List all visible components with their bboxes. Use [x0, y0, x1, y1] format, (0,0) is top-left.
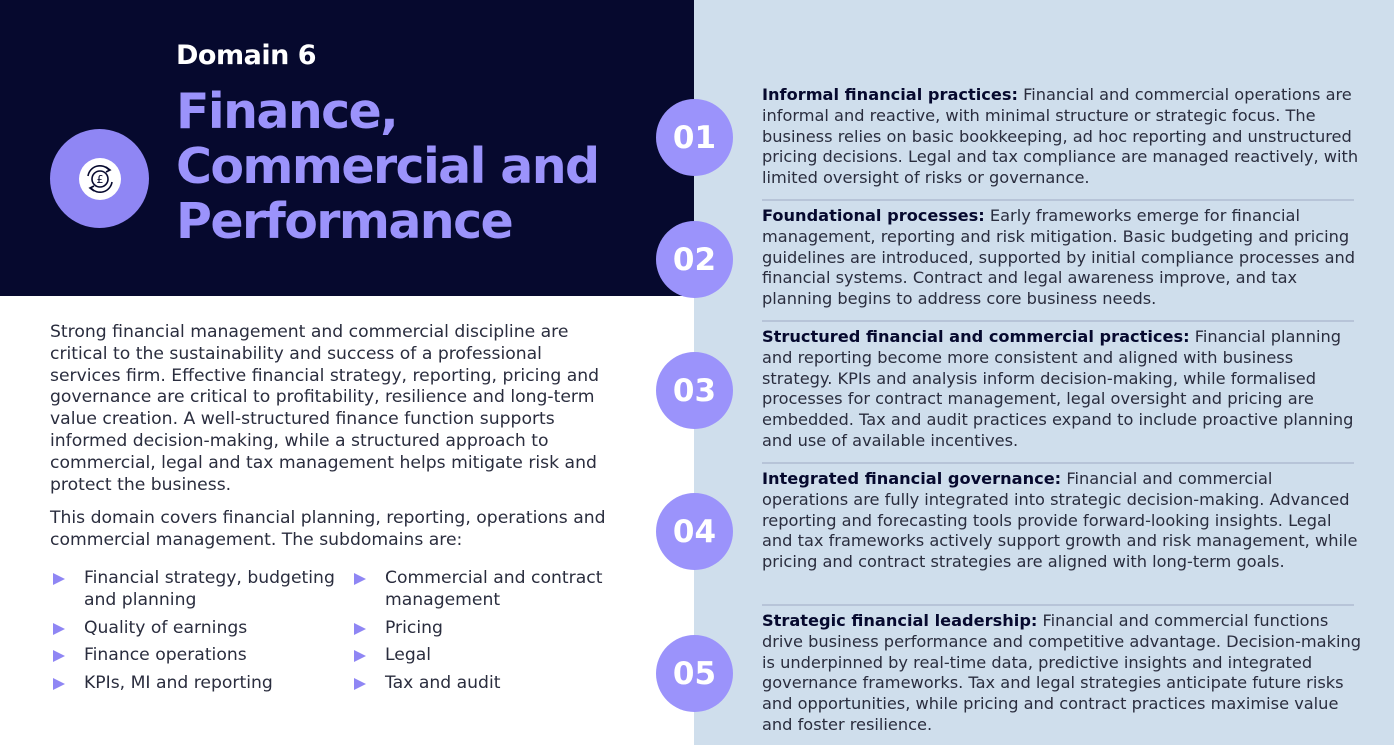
list-item: [351, 673, 641, 695]
level-heading: Structured financial and commercial practices:: [762, 327, 1190, 346]
triangle-bullet-icon: [53, 573, 65, 585]
triangle-bullet-icon: [354, 623, 366, 635]
subdomain-column: [351, 568, 641, 701]
subdomain-label: Tax and audit: [385, 673, 501, 694]
subdomain-label: Pricing: [385, 617, 443, 638]
level-text: Early frameworks emerge for financial management, reporting and risk mitigation. Basic budgeting and pricing guidelines are introduced, supported by initial compliance processes and financial systems. Contract and legal awareness improve, and tax planning begins to address core business needs.: [762, 206, 1356, 309]
triangle-bullet-icon: [354, 573, 366, 585]
level-heading: Informal financial practices:: [762, 85, 1018, 104]
level-heading: Foundational processes:: [762, 206, 985, 225]
level-number-badge: 03: [656, 352, 733, 429]
list-item: [351, 618, 641, 640]
subdomain-label: Finance operations: [84, 645, 247, 666]
level-number-badge: 04: [656, 493, 733, 570]
subdomain-label: Financial strategy, budgeting and planning: [84, 568, 335, 610]
list-item: [351, 568, 641, 612]
domain-title: Finance, Commercial and Performance: [176, 83, 599, 250]
list-item: [351, 645, 641, 667]
level-heading: Integrated financial governance:: [762, 469, 1062, 488]
triangle-bullet-icon: [53, 650, 65, 662]
divider: [762, 320, 1354, 322]
subdomain-label: Legal: [385, 645, 432, 666]
level-text: Financial and commercial functions drive business performance and competitive advantage. Decision-making is underpinned by real-time data, predictive insights and integrated governance frameworks. Tax and legal strategies anticipate future risks and opportunities, while pricing and contract practices maximise value and foster resilience.: [762, 611, 1362, 734]
domain-icon-badge: [50, 129, 149, 228]
triangle-bullet-icon: [53, 678, 65, 690]
list-item: [50, 673, 340, 695]
level-number-badge: 05: [656, 635, 733, 712]
list-item: [50, 618, 340, 640]
level-number-badge: 02: [656, 221, 733, 298]
triangle-bullet-icon: [53, 623, 65, 635]
level-description: [762, 85, 1362, 189]
level-description: [762, 206, 1362, 310]
finance-cycle-icon: [79, 158, 121, 200]
divider: [762, 199, 1354, 201]
subdomain-column: [50, 568, 340, 701]
subdomain-list: [50, 568, 650, 708]
level-text: Financial and commercial operations are informal and reactive, with minimal structure or strategic focus. The business relies on basic bookkeeping, ad hoc reporting and unstructured pricing decisions. Legal and tax compliance are managed reactively, with limited oversight of risks or governance.: [762, 85, 1359, 188]
level-text: Financial and commercial operations are fully integrated into strategic decision-making. Advanced reporting and forecasting tools provide forward-looking insights. Legal and tax frameworks actively support growth and risk management, while pricing and contract strategies are aligned with long-term goals.: [762, 469, 1358, 572]
triangle-bullet-icon: [354, 650, 366, 662]
subdomain-label: Quality of earnings: [84, 617, 248, 638]
domain-label: Domain 6: [176, 40, 316, 71]
subdomain-label: Commercial and contract management: [385, 568, 603, 610]
intro-text: [50, 322, 610, 564]
intro-paragraph: This domain covers financial planning, reporting, operations and commercial management. The subdomains are:: [50, 508, 606, 551]
level-text: Financial planning and reporting become more consistent and aligned with business strategy. KPIs and analysis inform decision-making, while formalised processes for contract management, legal oversight and pricing are embedded. Tax and audit practices expand to include proactive planning and use of available incentives.: [762, 327, 1354, 450]
list-item: [50, 568, 340, 612]
level-description: [762, 327, 1362, 452]
header-block: [0, 0, 694, 296]
level-description: [762, 611, 1362, 736]
subdomain-label: KPIs, MI and reporting: [84, 673, 273, 694]
intro-paragraph: Strong financial management and commercial discipline are critical to the sustainability and success of a professional services firm. Effective financial strategy, reporting, pricing and governance are critical to profitability, resilience and long-term value creation. A well-structured finance function supports informed decision-making, while a structured approach to commercial, legal and tax management helps mitigate risk and protect the business.: [50, 322, 600, 495]
list-item: [50, 645, 340, 667]
divider: [762, 604, 1354, 606]
level-description: [762, 469, 1362, 573]
svg-text:£: £: [96, 172, 103, 186]
level-number-badge: 01: [656, 99, 733, 176]
triangle-bullet-icon: [354, 678, 366, 690]
level-heading: Strategic financial leadership:: [762, 611, 1038, 630]
divider: [762, 462, 1354, 464]
